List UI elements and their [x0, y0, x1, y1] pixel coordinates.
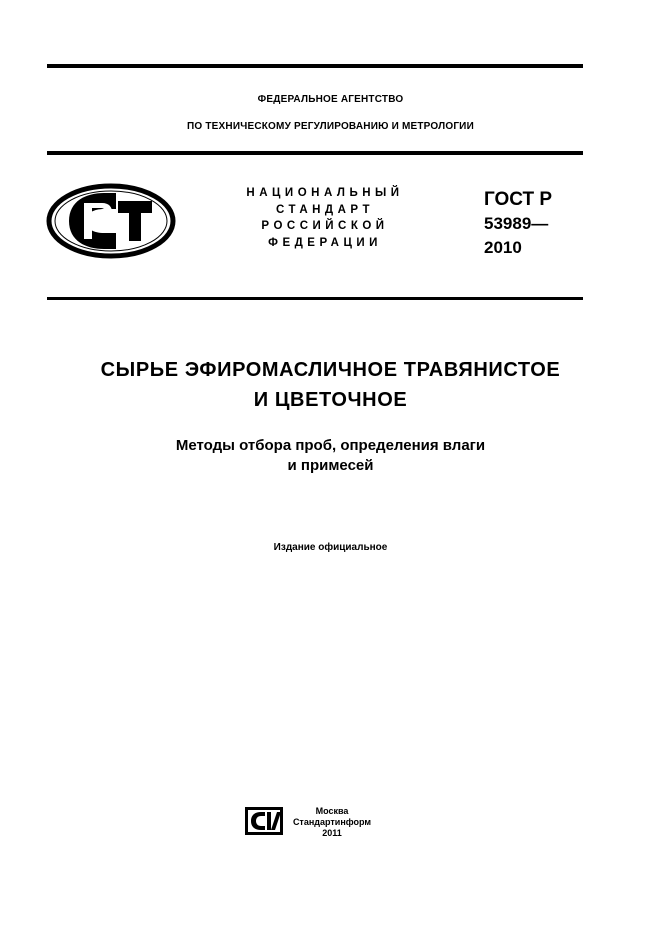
standard-number: 53989— — [484, 214, 549, 233]
standard-type-line2: СТАНДАРТ — [276, 203, 374, 216]
document-title — [0, 355, 661, 415]
standard-code: ГОСТ Р — [484, 189, 553, 210]
header-rule — [47, 151, 583, 155]
publisher-name: Стандартинформ — [292, 817, 372, 827]
standard-type-line1: НАЦИОНАЛЬНЫЙ — [246, 187, 404, 199]
edition-note: Издание официальное — [273, 542, 388, 553]
standard-type-line3: РОССИЙСКОЙ — [261, 220, 389, 232]
standard-type — [225, 185, 425, 251]
standard-year: 2010 — [484, 238, 522, 257]
document-subtitle — [0, 436, 661, 476]
gost-r-logo-icon — [46, 183, 176, 259]
publisher-year: 2011 — [322, 828, 342, 838]
agency-name-line2: ПО ТЕХНИЧЕСКОМУ РЕГУЛИРОВАНИЮ И МЕТРОЛОГИИ — [187, 121, 474, 132]
top-rule — [47, 64, 583, 68]
document-title-line1: СЫРЬЕ ЭФИРОМАСЛИЧНОЕ ТРАВЯНИСТОЕ — [100, 359, 561, 381]
document-subtitle-line1: Методы отбора проб, определения влаги — [175, 437, 486, 454]
standartinform-logo-icon — [244, 806, 284, 836]
document-title-line2: И ЦВЕТОЧНОЕ — [253, 389, 408, 411]
document-subtitle-line2: и примесей — [287, 457, 374, 474]
publisher-info — [292, 806, 372, 839]
agency-name-line1: ФЕДЕРАЛЬНОЕ АГЕНТСТВО — [257, 94, 404, 105]
standard-type-line4: ФЕДЕРАЦИИ — [268, 236, 382, 249]
designation-rule — [47, 297, 583, 300]
standard-designation — [484, 188, 552, 260]
publisher-city: Москва — [315, 806, 349, 816]
